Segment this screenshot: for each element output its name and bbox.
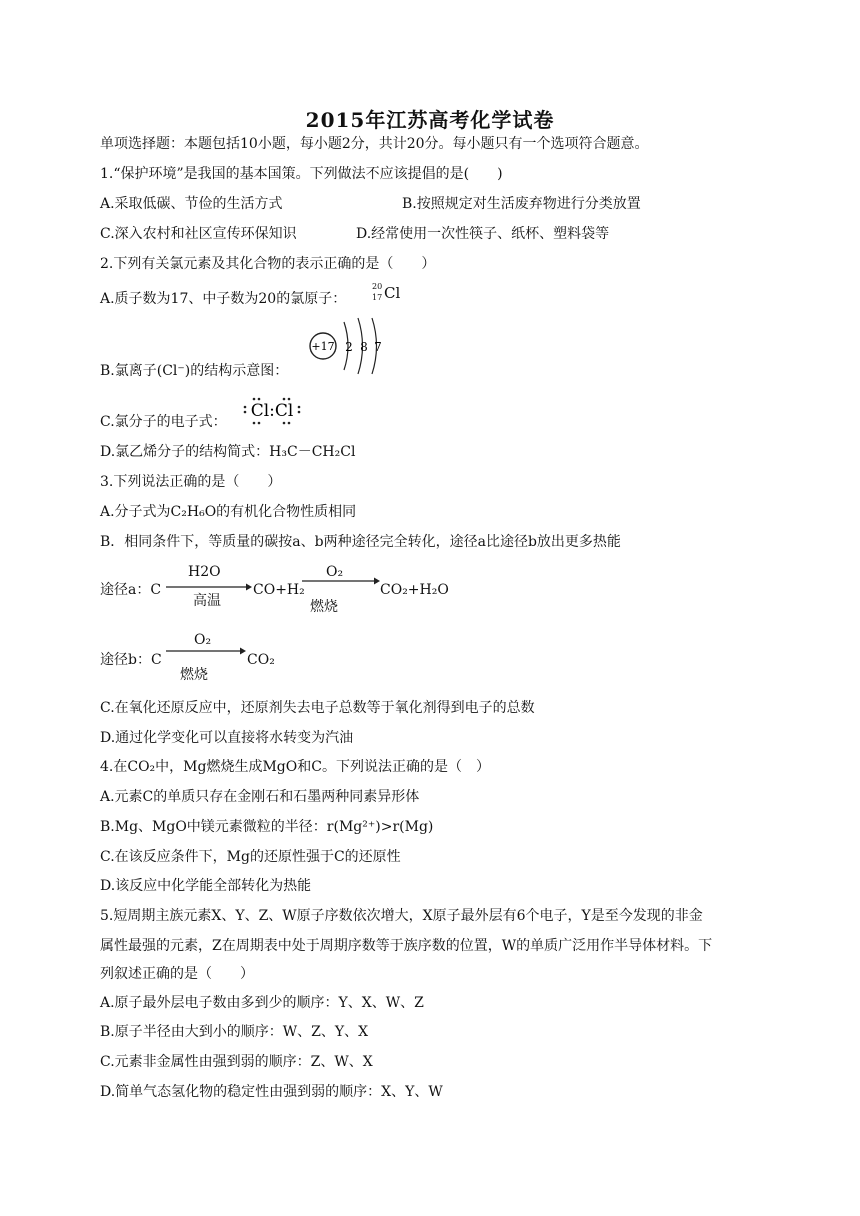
q5-option-c: C.元素非金属性由强到弱的顺序：Z、W、X — [100, 1054, 373, 1070]
path-b-condition: 燃烧 — [180, 667, 208, 683]
q1-stem: 1.“保护环境”是我国的基本国策。下列做法不应该提倡的是( ) — [100, 166, 503, 182]
q2-option-d: D.氯乙烯分子的结构简式：H₃C－CH₂Cl — [100, 444, 356, 460]
shell-electrons-1: 2 — [345, 340, 353, 354]
q2-stem: 2.下列有关氯元素及其化合物的表示正确的是（ ） — [100, 256, 436, 272]
q3-option-d: D.通过化学变化可以直接将水转变为汽油 — [100, 730, 354, 746]
mass-number: 20 — [372, 282, 383, 291]
shell-electrons-2: 8 — [360, 340, 368, 354]
q3-option-a: A.分子式为C₂H₆O的有机化合物性质相同 — [100, 504, 357, 520]
q4-stem: 4.在CO₂中，Mg燃烧生成MgO和C。下列说法正确的是（ ） — [100, 759, 490, 775]
q2-option-c: C.氯分子的电子式： — [100, 414, 227, 430]
chlorine-isotope-symbol — [372, 282, 412, 308]
q5-option-d: D.简单气态氢化物的稳定性由强到弱的顺序：X、Y、W — [100, 1084, 443, 1100]
exam-title: 2015年江苏高考化学试卷 — [305, 108, 555, 132]
q4-option-c: C.在该反应条件下，Mg的还原性强于C的还原性 — [100, 849, 401, 865]
path-a-reagent-1: H2O — [188, 564, 221, 580]
path-a-condition-1: 高温 — [193, 593, 221, 609]
path-a-reagent-2: O₂ — [326, 564, 344, 580]
q3-stem: 3.下列说法正确的是（ ） — [100, 474, 282, 490]
nucleus-charge: +17 — [311, 340, 335, 353]
q4-option-b: B.Mg、MgO中镁元素微粒的半径：r(Mg²⁺)>r(Mg) — [100, 819, 434, 835]
path-a-product: CO₂+H₂O — [380, 582, 449, 598]
path-b-product: CO₂ — [247, 652, 275, 668]
q5-stem-line-3: 列叙述正确的是（ ） — [100, 966, 254, 982]
path-a-intermediate: CO+H₂ — [253, 582, 305, 598]
shell-electrons-3: 7 — [374, 340, 382, 354]
path-a-condition-2: 燃烧 — [310, 599, 338, 615]
dot-formula-text: Cl:Cl — [250, 401, 294, 421]
q4-option-a: A.元素C的单质只存在金刚石和石墨两种同素异形体 — [100, 789, 420, 805]
q2-option-b: B.氯离子(Cl⁻)的结构示意图： — [100, 363, 289, 379]
q1-option-c: C.深入农村和社区宣传环保知识 — [100, 226, 297, 242]
q5-option-a: A.原子最外层电子数由多到少的顺序：Y、X、W、Z — [100, 995, 424, 1011]
chlorine-electron-dot-formula — [240, 394, 304, 428]
q1-option-d: D.经常使用一次性筷子、纸杯、塑料袋等 — [356, 226, 610, 242]
path-b-reagent: O₂ — [194, 632, 212, 648]
arrow-icon — [166, 646, 246, 656]
path-b-label: 途径b：C — [100, 652, 162, 668]
chloride-ion-structure-diagram — [306, 316, 386, 378]
q5-option-b: B.原子半径由大到小的顺序：W、Z、Y、X — [100, 1024, 369, 1040]
q5-stem-line-2: 属性最强的元素，Z在周期表中处于周期序数等于族序数的位置，W的单质广泛用作半导体材料。下 — [100, 938, 713, 954]
q5-stem-line-1: 5.短周期主族元素X、Y、Z、W原子序数依次增大，X原子最外层有6个电子，Y是至今发现的非金 — [100, 908, 703, 924]
q4-option-d: D.该反应中化学能全部转化为热能 — [100, 878, 312, 894]
q1-option-a: A.采取低碳、节俭的生活方式 — [100, 196, 283, 212]
q2-option-a: A.质子数为17、中子数为20的氯原子： — [100, 291, 347, 307]
instructions: 单项选择题：本题包括10小题，每小题2分，共计20分。每小题只有一个选项符合题意。 — [100, 136, 649, 152]
atomic-number: 17 — [372, 293, 383, 302]
element-symbol: Cl — [384, 284, 401, 302]
arrow-icon — [302, 576, 380, 586]
q3-option-c: C.在氧化还原反应中，还原剂失去电子总数等于氧化剂得到电子的总数 — [100, 700, 535, 716]
path-a-label: 途径a：C — [100, 582, 162, 598]
q1-option-b: B.按照规定对生活废弃物进行分类放置 — [402, 196, 641, 212]
q3-option-b: B．相同条件下，等质量的碳按a、b两种途径完全转化，途径a比途径b放出更多热能 — [100, 534, 621, 550]
